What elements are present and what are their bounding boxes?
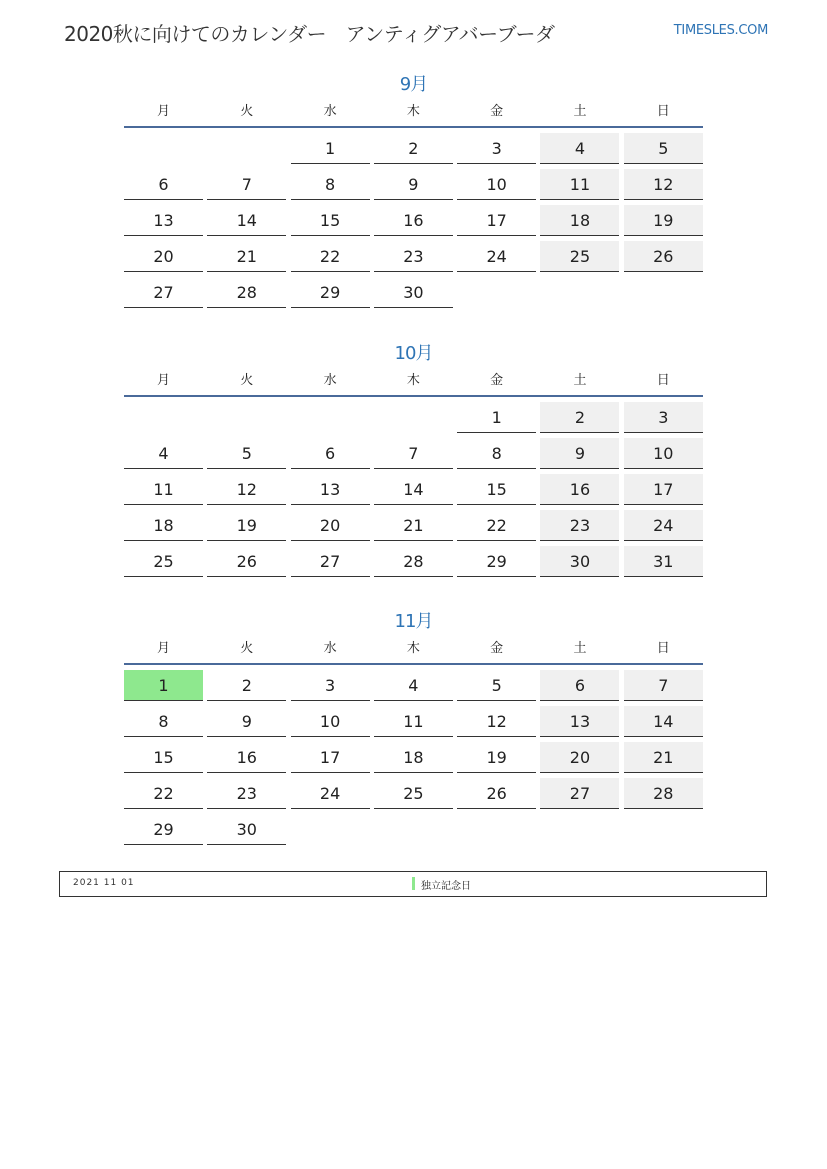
weekday-label: 水 [323, 104, 337, 119]
site-link[interactable]: TIMESLES.COM [673, 23, 768, 38]
day-cell[interactable]: 19 [624, 205, 703, 236]
weekday-label: 日 [656, 641, 670, 656]
day-cell[interactable]: 21 [624, 742, 703, 773]
month-title: 9月 [399, 74, 428, 95]
day-cell[interactable]: 26 [457, 778, 536, 809]
day-cell[interactable]: 28 [624, 778, 703, 809]
day-cell[interactable]: 17 [291, 742, 370, 773]
day-cell[interactable]: 30 [207, 814, 286, 845]
day-cell[interactable]: 22 [457, 510, 536, 541]
day-cell[interactable]: 16 [540, 474, 619, 505]
weekday-header [124, 96, 703, 126]
day-cell[interactable]: 22 [124, 778, 203, 809]
day-cell[interactable]: 23 [374, 241, 453, 272]
day-cell[interactable]: 4 [540, 133, 619, 164]
day-cell[interactable]: 21 [207, 241, 286, 272]
weekday-header [124, 633, 703, 663]
day-cell[interactable]: 2 [374, 133, 453, 164]
weekday-label: 土 [573, 373, 587, 388]
day-cell[interactable]: 25 [540, 241, 619, 272]
day-cell[interactable]: 13 [124, 205, 203, 236]
page-title: 2020秋に向けてのカレンダー アンティグアバーブーダ [64, 22, 555, 46]
day-cell[interactable]: 14 [207, 205, 286, 236]
day-cell[interactable]: 20 [291, 510, 370, 541]
day-cell[interactable]: 6 [291, 438, 370, 469]
day-cell[interactable]: 11 [540, 169, 619, 200]
day-cell[interactable]: 28 [207, 277, 286, 308]
day-cell[interactable]: 1 [291, 133, 370, 164]
day-cell[interactable]: 1 [457, 402, 536, 433]
day-cell[interactable]: 16 [374, 205, 453, 236]
calendar-september [124, 70, 703, 308]
day-cell[interactable]: 27 [540, 778, 619, 809]
day-cell[interactable]: 19 [457, 742, 536, 773]
day-cell[interactable]: 9 [540, 438, 619, 469]
day-cell[interactable]: 30 [540, 546, 619, 577]
day-cell[interactable]: 7 [374, 438, 453, 469]
day-cell[interactable]: 3 [291, 670, 370, 701]
day-cell[interactable]: 9 [207, 706, 286, 737]
day-cell[interactable]: 15 [457, 474, 536, 505]
day-cell[interactable]: 24 [291, 778, 370, 809]
day-cell[interactable]: 31 [624, 546, 703, 577]
day-cell[interactable]: 30 [374, 277, 453, 308]
day-cell[interactable]: 29 [457, 546, 536, 577]
day-cell[interactable]: 14 [624, 706, 703, 737]
day-cell[interactable]: 7 [624, 670, 703, 701]
weekday-label: 金 [490, 104, 504, 119]
day-cell[interactable]: 27 [291, 546, 370, 577]
day-cell[interactable]: 29 [124, 814, 203, 845]
weekday-label: 日 [656, 373, 670, 388]
day-cell[interactable]: 20 [124, 241, 203, 272]
day-cell[interactable]: 8 [457, 438, 536, 469]
day-cell[interactable]: 21 [374, 510, 453, 541]
day-cell[interactable]: 3 [457, 133, 536, 164]
month-title: 11月 [394, 611, 433, 632]
header-rule [124, 395, 703, 397]
day-cell[interactable]: 13 [291, 474, 370, 505]
legend-color-mark [412, 877, 415, 890]
holiday-legend [59, 871, 767, 897]
day-cell[interactable]: 5 [207, 438, 286, 469]
day-cell[interactable]: 23 [207, 778, 286, 809]
day-cell[interactable]: 15 [291, 205, 370, 236]
day-cell[interactable]: 28 [374, 546, 453, 577]
day-cell[interactable]: 10 [457, 169, 536, 200]
day-cell[interactable]: 15 [124, 742, 203, 773]
day-cell[interactable]: 29 [291, 277, 370, 308]
day-cell[interactable]: 4 [124, 438, 203, 469]
legend-holiday-name: 独立記念日 [421, 881, 471, 892]
weekday-label: 日 [656, 104, 670, 119]
weekday-label: 土 [573, 104, 587, 119]
day-cell[interactable]: 10 [624, 438, 703, 469]
day-cell[interactable]: 17 [624, 474, 703, 505]
weekday-label: 月 [156, 641, 170, 656]
day-cell[interactable]: 10 [291, 706, 370, 737]
empty-cell [207, 402, 286, 433]
day-grid [124, 133, 703, 308]
weekday-label: 月 [156, 104, 170, 119]
day-cell[interactable]: 3 [624, 402, 703, 433]
day-cell[interactable]: 9 [374, 169, 453, 200]
day-cell[interactable]: 18 [374, 742, 453, 773]
weekday-label: 水 [323, 373, 337, 388]
day-cell[interactable]: 25 [374, 778, 453, 809]
day-cell[interactable]: 7 [207, 169, 286, 200]
calendar-october [124, 339, 703, 577]
day-cell[interactable]: 24 [624, 510, 703, 541]
weekday-label: 木 [406, 373, 420, 388]
day-cell[interactable]: 12 [457, 706, 536, 737]
weekday-header [124, 365, 703, 395]
day-grid [124, 670, 703, 845]
day-cell[interactable]: 20 [540, 742, 619, 773]
calendar-november [124, 607, 703, 845]
day-cell[interactable]: 11 [124, 474, 203, 505]
empty-cell [291, 402, 370, 433]
empty-cell [124, 402, 203, 433]
day-cell[interactable]: 14 [374, 474, 453, 505]
legend-date: 2021 11 01 [73, 878, 135, 888]
day-cell[interactable]: 22 [291, 241, 370, 272]
day-cell[interactable]: 12 [207, 474, 286, 505]
empty-cell [207, 133, 286, 164]
weekday-label: 木 [406, 641, 420, 656]
header-rule [124, 126, 703, 128]
day-cell[interactable]: 26 [624, 241, 703, 272]
day-cell[interactable]: 6 [124, 169, 203, 200]
day-cell[interactable]: 1 [124, 670, 203, 701]
weekday-label: 火 [240, 373, 254, 388]
day-cell[interactable]: 23 [540, 510, 619, 541]
weekday-label: 金 [490, 641, 504, 656]
day-cell[interactable]: 2 [207, 670, 286, 701]
weekday-label: 火 [240, 641, 254, 656]
weekday-label: 月 [156, 373, 170, 388]
day-cell[interactable]: 26 [207, 546, 286, 577]
day-cell[interactable]: 17 [457, 205, 536, 236]
day-cell[interactable]: 5 [457, 670, 536, 701]
day-cell[interactable]: 24 [457, 241, 536, 272]
day-cell[interactable]: 8 [124, 706, 203, 737]
day-cell[interactable]: 5 [624, 133, 703, 164]
weekday-label: 木 [406, 104, 420, 119]
empty-cell [124, 133, 203, 164]
day-cell[interactable]: 25 [124, 546, 203, 577]
day-cell[interactable]: 16 [207, 742, 286, 773]
weekday-label: 火 [240, 104, 254, 119]
day-cell[interactable]: 27 [124, 277, 203, 308]
weekday-label: 金 [490, 373, 504, 388]
day-cell[interactable]: 18 [540, 205, 619, 236]
month-title: 10月 [394, 343, 433, 364]
day-cell[interactable]: 19 [207, 510, 286, 541]
day-cell[interactable]: 18 [124, 510, 203, 541]
empty-cell [374, 402, 453, 433]
day-cell[interactable]: 13 [540, 706, 619, 737]
day-cell[interactable]: 6 [540, 670, 619, 701]
day-grid [124, 402, 703, 577]
day-cell[interactable]: 12 [624, 169, 703, 200]
weekday-label: 水 [323, 641, 337, 656]
day-cell[interactable]: 4 [374, 670, 453, 701]
day-cell[interactable]: 11 [374, 706, 453, 737]
day-cell[interactable]: 8 [291, 169, 370, 200]
weekday-label: 土 [573, 641, 587, 656]
day-cell[interactable]: 2 [540, 402, 619, 433]
header-rule [124, 663, 703, 665]
